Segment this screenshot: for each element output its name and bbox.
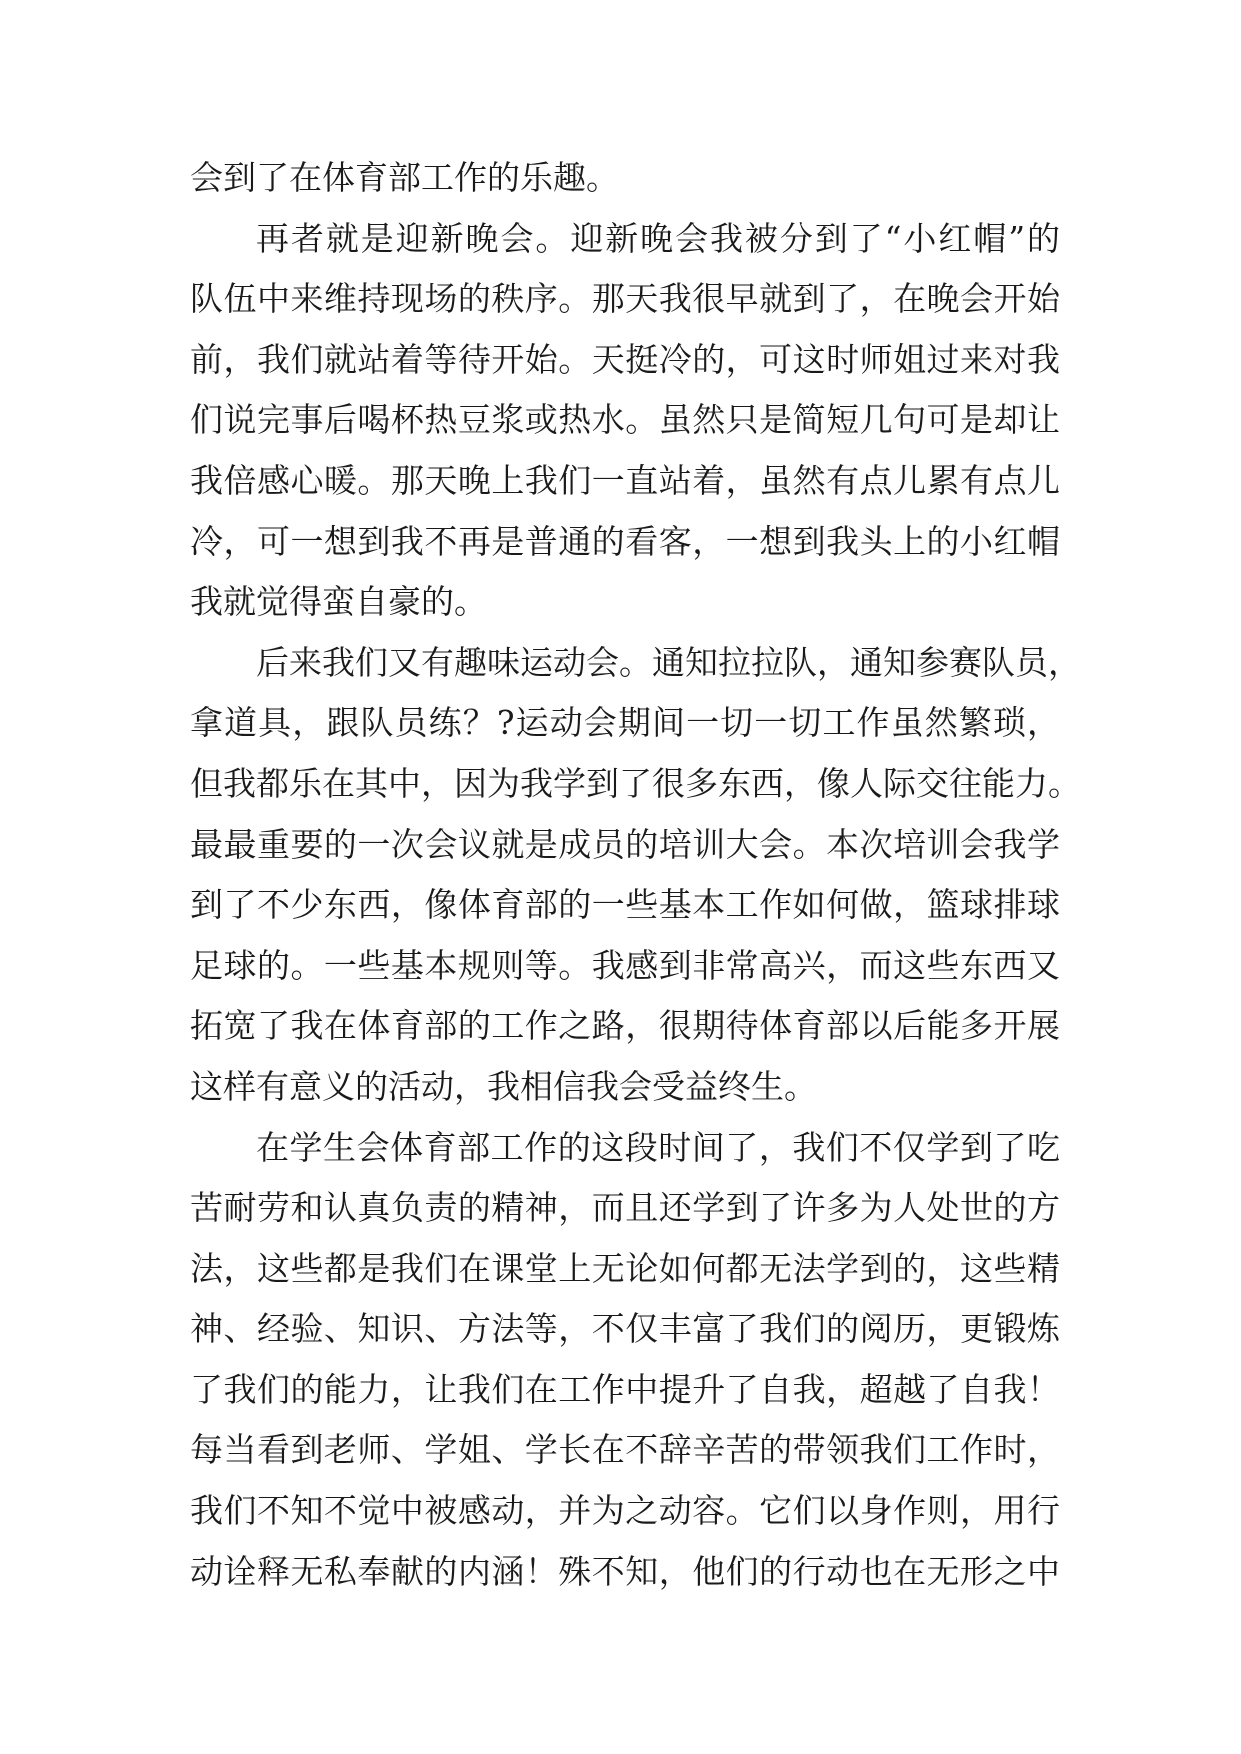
text-line: 了我们的能力，让我们在工作中提升了自我，超越了自我！	[190, 1369, 1060, 1409]
text-line: 拓宽了我在体育部的工作之路，很期待体育部以后能多开展	[190, 1006, 1060, 1046]
text-line: 苦耐劳和认真负责的精神，而且还学到了许多为人处世的方	[190, 1188, 1060, 1228]
text-line: 但我都乐在其中，因为我学到了很多东西，像人际交往能力。	[190, 763, 1081, 803]
text-line: 队伍中来维持现场的秩序。那天我很早就到了，在晚会开始	[190, 279, 1060, 319]
document-body	[190, 148, 1081, 1602]
text-line: 再者就是迎新晚会。迎新晚会我被分到了“小红帽”的	[256, 218, 1060, 258]
text-line: 每当看到老师、学姐、学长在不辞辛苦的带领我们工作时，	[190, 1430, 1060, 1470]
text-line: 在学生会体育部工作的这段时间了，我们不仅学到了吃	[256, 1127, 1060, 1167]
text-line: 神、经验、知识、方法等，不仅丰富了我们的阅历，更锻炼	[190, 1309, 1060, 1349]
text-line: 们说完事后喝杯热豆浆或热水。虽然只是简短几句可是却让	[190, 400, 1060, 440]
text-line: 我就觉得蛮自豪的。	[190, 582, 487, 622]
text-line: 我们不知不觉中被感动，并为之动容。它们以身作则，用行	[190, 1491, 1060, 1531]
text-line: 后来我们又有趣味运动会。通知拉拉队，通知参赛队员，	[256, 642, 1081, 682]
text-line: 我倍感心暖。那天晚上我们一直站着，虽然有点儿累有点儿	[190, 460, 1060, 500]
text-line: 会到了在体育部工作的乐趣。	[190, 158, 619, 197]
text-line: 冷，可一想到我不再是普通的看客，一想到我头上的小红帽	[190, 521, 1060, 561]
text-line: 法，这些都是我们在课堂上无论如何都无法学到的，这些精	[190, 1248, 1060, 1288]
text-line: 足球的。一些基本规则等。我感到非常高兴，而这些东西又	[190, 945, 1060, 985]
text-line: 前，我们就站着等待开始。天挺冷的，可这时师姐过来对我	[190, 339, 1060, 379]
text-line: 这样有意义的活动，我相信我会受益终生。	[190, 1066, 817, 1106]
text-line: 最最重要的一次会议就是成员的培训大会。本次培训会我学	[190, 824, 1060, 864]
text-line: 拿道具，跟队员练？?运动会期间一切一切工作虽然繁琐，	[190, 703, 1060, 743]
text-line: 到了不少东西，像体育部的一些基本工作如何做，篮球排球	[190, 885, 1060, 925]
text-line: 动诠释无私奉献的内涵！殊不知，他们的行动也在无形之中	[190, 1551, 1060, 1591]
